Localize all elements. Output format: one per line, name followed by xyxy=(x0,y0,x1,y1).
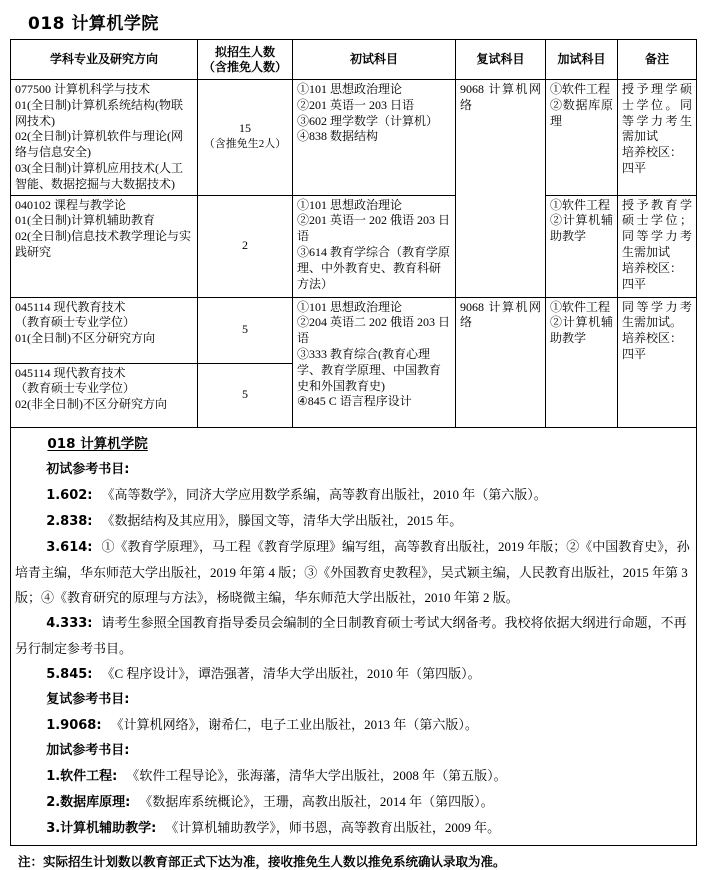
subject-line: ③602 理学数学（计算机） xyxy=(297,113,439,128)
program-line: 01(全日制)不区分研究方向 xyxy=(15,331,155,346)
remark-line: 四平 xyxy=(622,160,647,175)
ref-book-item xyxy=(15,789,690,815)
additional-subjects-cell xyxy=(546,80,618,196)
remark-line: 同等学力考生需加试。 xyxy=(622,299,692,330)
admissions-table xyxy=(10,39,697,846)
additional-subject-line: ①软件工程 xyxy=(550,299,611,314)
ref-book-code: 2.数据库原理: xyxy=(46,794,131,810)
subject-line: ②204 英语二 202 俄语 203 日语 xyxy=(297,315,451,346)
program-line: （教育硕士专业学位） xyxy=(15,381,136,396)
header-initial-subjects: 初试科目 xyxy=(293,40,456,80)
ref-book-code: 4.333: xyxy=(46,615,93,631)
ref-book-item xyxy=(15,508,690,534)
remarks-cell xyxy=(618,80,697,196)
ref-book-text: ①《教育学原理》，马工程《教育学原理》编写组，高等教育出版社，2019 年版；②《中国教育史》，孙培青主编，华东师范大学出版社，2019 年第 4 版；③《外国教育史教程》，吴式颖主编，人民教育出版社，2015 年第 3 版；④《教育研究的原理与方法》，杨晓微主编，华东师范大学出版社，2010 年第 2 版。 xyxy=(15,538,690,605)
program-line: 045114 现代教育技术 xyxy=(15,365,126,380)
program-line: 03(全日制)计算机应用技术(人工智能、数据挖掘与大数据技术) xyxy=(15,160,183,191)
quota-cell xyxy=(198,297,293,363)
program-line: 02(非全日制)不区分研究方向 xyxy=(15,397,167,412)
program-line: 040102 课程与教学论 xyxy=(15,197,127,212)
table-row-045114-fulltime xyxy=(11,297,697,363)
remark-line: 培养校区： xyxy=(622,145,683,160)
program-line: （教育硕士专业学位） xyxy=(15,315,136,330)
remark-line: 授予理学硕士学位。同等学力考生需加试 xyxy=(622,82,692,144)
remark-line: 培养校区： xyxy=(622,260,683,275)
retest-subjects-cell xyxy=(456,297,546,427)
ref-book-text: 《数据结构及其应用》，滕国文等，清华大学出版社，2015 年。 xyxy=(101,512,463,528)
subject-line: ④838 数据结构 xyxy=(297,129,379,144)
ref-book-text: 《软件工程导论》，张海藩，清华大学出版社，2008 年（第五版）。 xyxy=(126,767,507,783)
program-line: 02(全日制)信息技术教学理论与实践研究 xyxy=(15,229,191,259)
table-header-row xyxy=(11,40,697,80)
program-line: 01(全日制)计算机辅助教育 xyxy=(15,213,155,228)
document-page xyxy=(0,9,705,869)
remarks-cell xyxy=(618,195,697,297)
program-cell xyxy=(11,363,198,427)
program-line: 077500 计算机科学与技术 xyxy=(15,82,151,96)
subject-line: ①101 思想政治理论 xyxy=(297,82,403,96)
subject-line: ①101 思想政治理论 xyxy=(297,197,403,212)
program-line: 045114 现代教育技术 xyxy=(15,299,126,314)
ref-book-item xyxy=(15,610,690,661)
ref-book-text: 请考生参照全国教育指导委员会编制的全日制教育硕士考试大纲备考。我校将依据大纲进行命题，不再另行制定参考书目。 xyxy=(15,614,687,656)
ref-book-code: 1.软件工程: xyxy=(46,768,118,784)
initial-subjects-cell xyxy=(293,195,456,297)
program-line: 01(全日制)计算机系统结构(物联网技术) xyxy=(15,97,183,128)
ref-book-text: 《C 程序设计》，谭浩强著，清华大学出版社，2010 年（第四版）。 xyxy=(101,665,481,681)
additional-subjects-cell xyxy=(546,297,618,427)
table-row-040102 xyxy=(11,195,697,297)
initial-subjects-cell xyxy=(293,297,456,427)
reference-books-cell xyxy=(11,427,697,845)
reference-books-row xyxy=(11,427,697,845)
ref-book-code: 3.计算机辅助教学: xyxy=(46,820,157,836)
subject-line: ①101 思想政治理论 xyxy=(297,299,403,314)
retest-subject: 9068 计算机网络 xyxy=(460,299,541,330)
ref-book-item xyxy=(15,815,690,841)
additional-ref-heading: 加试参考书目: xyxy=(46,742,130,758)
ref-book-code: 2.838: xyxy=(46,513,93,529)
ref-book-item xyxy=(15,534,690,610)
program-line: 02(全日制)计算机软件与理论(网络与信息安全) xyxy=(15,129,183,160)
program-cell xyxy=(11,80,198,196)
ref-book-item xyxy=(15,482,690,508)
additional-subject-line: ①软件工程 xyxy=(550,197,611,212)
header-additional-subjects: 加试科目 xyxy=(546,40,618,80)
ref-book-code: 1.602: xyxy=(46,487,93,503)
remark-line: 四平 xyxy=(622,346,647,361)
ref-book-text: 《计算机辅助教学》，师书恩，高等教育出版社，2009 年。 xyxy=(165,819,501,835)
header-quota xyxy=(198,40,293,80)
header-program: 学科专业及研究方向 xyxy=(11,40,198,80)
quota-cell xyxy=(198,195,293,297)
initial-ref-heading: 初试参考书目: xyxy=(46,461,130,477)
header-quota-line2: （含推免人数） xyxy=(202,59,287,74)
reference-section-title: 018 计算机学院 xyxy=(47,435,148,452)
ref-book-item xyxy=(15,763,690,789)
ref-book-text: 《计算机网络》，谢希仁，电子工业出版社，2013 年（第六版）。 xyxy=(110,716,478,732)
initial-subjects-cell xyxy=(293,80,456,196)
remarks-cell xyxy=(618,297,697,427)
ref-book-text: 《数据库系统概论》，王珊，高教出版社，2014 年（第四版）。 xyxy=(139,793,494,809)
quota-number: 5 xyxy=(242,387,248,402)
remark-line: 四平 xyxy=(622,276,647,291)
remark-line: 授予教育学硕士学位；同等学力考生需加试 xyxy=(622,197,692,259)
header-retest-subjects: 复试科目 xyxy=(456,40,546,80)
subject-line: ②201 英语一 203 日语 xyxy=(297,97,415,112)
subject-line: ④845 C 语言程序设计 xyxy=(297,394,412,409)
additional-subjects-cell xyxy=(546,195,618,297)
quota-number: 5 xyxy=(242,322,248,337)
retest-ref-heading: 复试参考书目: xyxy=(46,691,130,707)
retest-subjects-cell xyxy=(456,80,546,298)
additional-subject-line: ②计算机辅助教学 xyxy=(550,213,613,244)
quota-note: （含推免生2人） xyxy=(203,138,287,151)
additional-subject-line: ①软件工程 xyxy=(550,82,611,96)
program-cell xyxy=(11,195,198,297)
ref-book-text: 《高等数学》，同济大学应用数学系编，高等教育出版社，2010 年（第六版）。 xyxy=(101,486,547,502)
remark-line: 培养校区： xyxy=(622,331,683,346)
table-row-077500 xyxy=(11,80,697,196)
quota-number: 2 xyxy=(242,238,248,253)
quota-cell xyxy=(198,80,293,196)
footnote: 注：实际招生计划数以教育部正式下达为准，接收推免生人数以推免系统确认录取为准。 xyxy=(18,853,506,869)
ref-book-code: 1.9068: xyxy=(46,717,102,733)
ref-book-code: 3.614: xyxy=(46,539,93,555)
additional-subject-line: ②计算机辅助教学 xyxy=(550,315,613,346)
program-cell xyxy=(11,297,198,363)
header-quota-line1: 拟招生人数 xyxy=(214,44,275,59)
subject-line: ②201 英语一 202 俄语 203 日语 xyxy=(297,213,451,244)
ref-book-item xyxy=(15,661,690,687)
subject-line: ③614 教育学综合（教育学原理、中外教育史、教育科研方法） xyxy=(297,244,451,291)
header-remarks: 备注 xyxy=(618,40,697,80)
quota-number: 15 xyxy=(239,121,251,136)
page-title: 018 计算机学院 xyxy=(28,14,159,34)
ref-book-code: 5.845: xyxy=(46,666,93,682)
ref-book-item xyxy=(15,712,690,738)
retest-subject: 9068 计算机网络 xyxy=(460,82,541,112)
subject-line: ③333 教育综合(教育心理学、教育学原理、中国教育史和外国教育史) xyxy=(297,346,442,393)
additional-subject-line: ②数据库原理 xyxy=(550,97,613,128)
quota-cell xyxy=(198,363,293,427)
